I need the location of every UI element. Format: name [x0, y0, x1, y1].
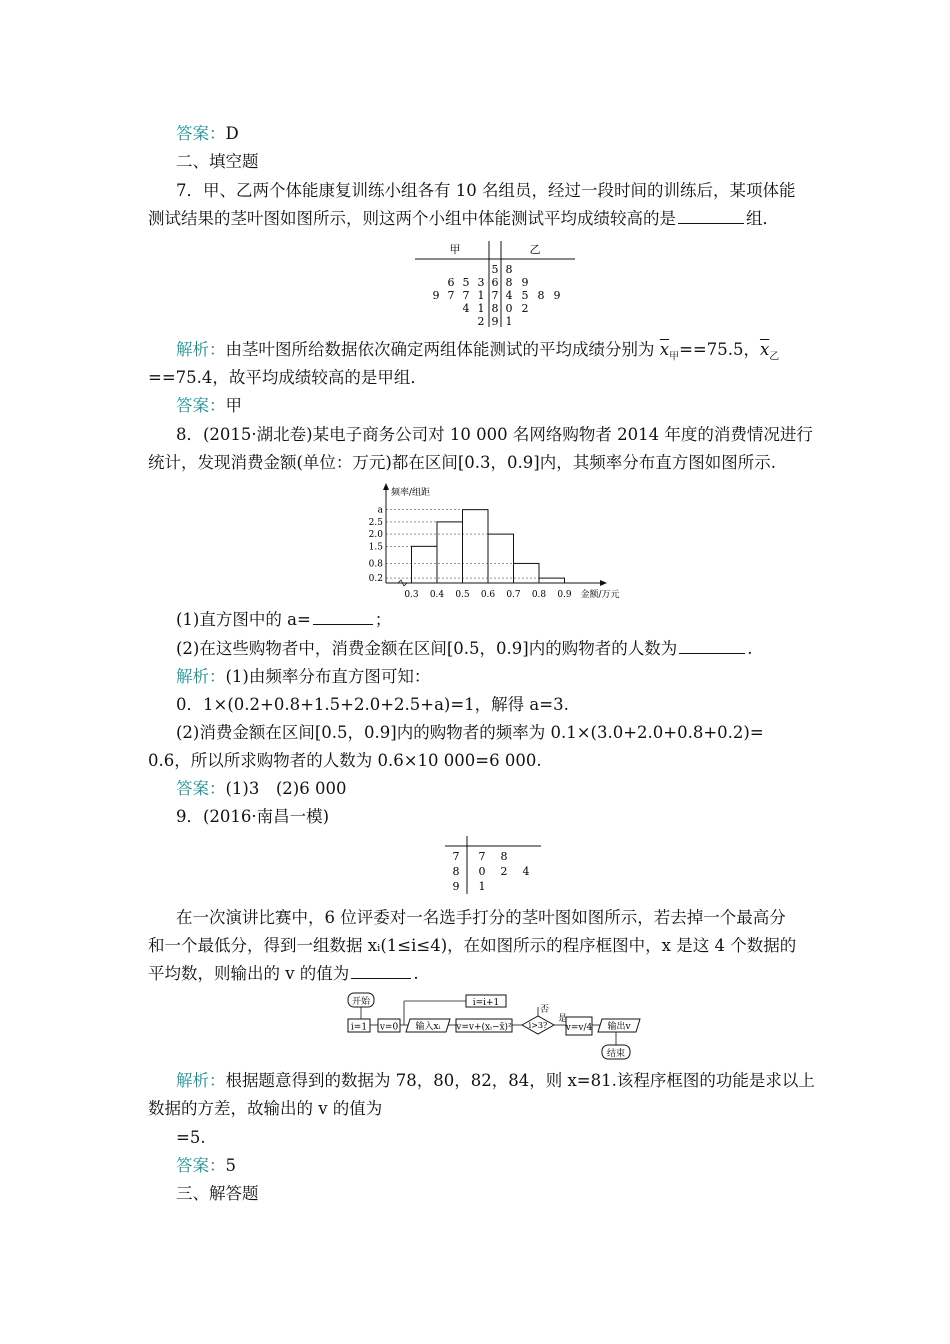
solution-label: 解析： — [176, 1071, 226, 1090]
leaf-left: 1 — [477, 289, 485, 302]
stem-value: 9 — [452, 880, 460, 893]
question-9-line-3 — [148, 963, 419, 985]
solution-text: 由茎叶图所给数据依次确定两组体能测试的平均成绩分别为 — [225, 340, 655, 359]
q9-text-end: . — [413, 964, 419, 983]
increment-i-text: i=i+1 — [472, 998, 500, 1008]
answer-label: 答案： — [176, 779, 226, 798]
stem-value: 5 — [491, 263, 499, 276]
leaf-right: 8 — [505, 276, 513, 289]
subscript-yi: 乙 — [769, 351, 780, 363]
histogram-bar — [412, 546, 438, 583]
y-tick-label: 0.2 — [368, 574, 383, 585]
stem-value: 9 — [491, 315, 499, 328]
question-7-line-1: 7．甲、乙两个体能康复训练小组各有 10 名组员，经过一段时间的训练后，某项体能 — [176, 181, 796, 200]
leaf-left: 3 — [477, 276, 485, 289]
q8-part1-text: (1)直方图中的 a= — [176, 610, 311, 629]
x-tick-label: 0.7 — [506, 590, 521, 600]
divide-v-text: v=v/4 — [565, 1023, 593, 1033]
answer-value: 5 — [225, 1156, 236, 1175]
answer-blank — [679, 639, 745, 654]
leaf-right: 9 — [521, 276, 529, 289]
x-tick-label: 0.4 — [429, 590, 445, 600]
x-axis-arrow — [600, 580, 607, 586]
start-terminal-text: 开始 — [351, 997, 371, 1007]
section-heading-fill-in: 二、填空题 — [176, 152, 259, 171]
input-text: 输入xᵢ — [415, 1022, 441, 1032]
question-9-line-2: 和一个最低分，得到一组数据 xᵢ(1≤i≤4)，在如图所示的程序框图中，x 是这 4 个数据的 — [148, 936, 797, 955]
answer-label: 答案： — [176, 1156, 226, 1175]
condition-text: i>3? — [528, 1021, 548, 1030]
solution-9-line-2: 数据的方差，故输出的 v 的值为 — [148, 1099, 383, 1118]
init-i-text: i=1 — [350, 1022, 368, 1033]
question-8-part-2 — [176, 638, 752, 660]
answer-6 — [176, 123, 239, 145]
leaf-right: 5 — [521, 289, 529, 302]
frequency-histogram — [360, 481, 620, 601]
solution-9-line-3: =5. — [176, 1128, 206, 1147]
answer-blank — [351, 964, 411, 979]
answer-value: D — [225, 124, 239, 143]
solution-8-line-3: (2)消费金额在区间[0.5，0.9]内的购物者的频率为 0.1×(3.0+2.0+0.8+0.2)= — [176, 723, 764, 742]
q9-text: 平均数，则输出的 v 的值为 — [148, 964, 350, 983]
stem-value: 7 — [452, 850, 460, 863]
init-v-text: v=0 — [379, 1022, 399, 1033]
answer-label: 答案： — [176, 396, 226, 415]
output-text: 输出v — [607, 1022, 631, 1032]
leaf-value: 2 — [500, 865, 508, 878]
q8-part2-end: . — [747, 639, 753, 658]
q7-text: 测试结果的茎叶图如图所示，则这两个小组中体能测试平均成绩较高的是 — [148, 209, 676, 228]
answer-value: 甲 — [225, 396, 242, 415]
solution-label: 解析： — [176, 340, 226, 359]
histogram-bar — [437, 522, 463, 583]
solution-8-line-2: 0．1×(0.2+0.8+1.5+2.0+2.5+a)=1，解得 a=3. — [176, 695, 569, 714]
leaf-right: 8 — [505, 263, 513, 276]
x-tick-label: 0.9 — [557, 590, 572, 600]
question-8-line-2: 统计，发现消费金额(单位：万元)都在区间[0.3，0.9]内，其频率分布直方图如图所示. — [148, 453, 776, 472]
leaf-value: 1 — [478, 880, 486, 893]
section-heading-solve: 三、解答题 — [176, 1184, 259, 1203]
yes-label: 是 — [558, 1014, 568, 1024]
answer-9 — [176, 1155, 236, 1177]
y-tick-label: 1.5 — [368, 542, 383, 553]
leaf-left: 1 — [477, 302, 485, 315]
leaf-value: 0 — [478, 865, 486, 878]
stem-value: 8 — [452, 865, 460, 878]
leaf-left: 2 — [477, 315, 485, 328]
answer-7 — [176, 395, 242, 417]
q8-part1-end: ； — [374, 610, 392, 629]
q7-text-end: 组． — [746, 209, 779, 228]
q8-part2-text: (2)在这些购物者中，消费金额在区间[0.5，0.9]内的购物者的人数为 — [176, 639, 678, 658]
update-v-text: v=v+(xᵢ−x̄)² — [456, 1022, 512, 1033]
leaf-value: 4 — [522, 865, 530, 878]
stem-leaf-plot-9 — [445, 836, 541, 894]
leaf-value: 8 — [500, 850, 508, 863]
question-7-line-2 — [148, 208, 779, 230]
mean-symbol: $\overline{x}$ — [659, 340, 670, 359]
y-tick-label: 2.0 — [368, 530, 383, 541]
answer-value: (1)3 (2)6 000 — [225, 779, 347, 798]
solution-8-line-4: 0.6，所以所求购物者的人数为 0.6×10 000=6 000. — [148, 751, 542, 770]
leaf-left: 9 — [432, 289, 440, 302]
solution-7-line-1 — [176, 339, 779, 368]
x-tick-label: 0.3 — [404, 590, 419, 600]
solution-text: (1)由频率分布直方图可知： — [225, 667, 431, 686]
stem-value: 6 — [491, 276, 499, 289]
left-header: 甲 — [449, 243, 461, 256]
histogram-bar — [488, 534, 514, 583]
question-9-line-1: 在一次演讲比赛中，6 位评委对一名选手打分的茎叶图如图所示，若去掉一个最高分 — [176, 908, 786, 927]
solution-7-line-2: ==75.4，故平均成绩较高的是甲组． — [148, 368, 427, 387]
x-tick-label: 0.5 — [455, 590, 470, 600]
question-8-line-1: 8．(2015·湖北卷)某电子商务公司对 10 000 名网络购物者 2014 年度的消费情况进行 — [176, 425, 813, 444]
y-tick-label: 0.8 — [368, 559, 383, 570]
leaf-left: 4 — [462, 302, 470, 315]
leaf-value: 7 — [478, 850, 486, 863]
y-tick-label: a — [377, 505, 383, 516]
histogram-bar — [463, 510, 489, 583]
question-8-part-1 — [176, 609, 391, 631]
leaf-left: 7 — [462, 289, 470, 302]
x-tick-label: 0.6 — [480, 590, 496, 600]
solution-8-line-1 — [176, 666, 430, 688]
solution-text: 根据题意得到的数据为 78，80，82，84，则 x=81.该程序框图的功能是求以上 — [225, 1071, 815, 1090]
leaf-right: 2 — [521, 302, 529, 315]
answer-blank — [678, 209, 744, 224]
y-axis-arrow — [383, 483, 389, 490]
y-tick-label: 2.5 — [368, 517, 383, 528]
solution-label: 解析： — [176, 667, 226, 686]
y-axis-label: 频率/组距 — [391, 488, 431, 498]
leaf-right: 4 — [505, 289, 513, 302]
no-label: 否 — [540, 1005, 550, 1015]
mean-symbol: $\overline{x}$ — [759, 340, 770, 359]
leaf-right: 0 — [505, 302, 513, 315]
question-9-title: 9．(2016·南昌一模) — [176, 807, 330, 826]
x-axis-label: 金额/万元 — [580, 590, 620, 600]
leaf-left: 5 — [462, 276, 470, 289]
leaf-right: 8 — [537, 289, 545, 302]
answer-8 — [176, 778, 346, 800]
histogram-bar — [514, 563, 540, 583]
answer-label: 答案： — [176, 124, 226, 143]
leaf-left: 7 — [447, 289, 455, 302]
leaf-right: 1 — [505, 315, 513, 328]
mean-value-jia: ==75.5， — [679, 340, 760, 359]
stem-leaf-plot-7 — [415, 237, 575, 329]
stem-value: 8 — [491, 302, 499, 315]
subscript-jia: 甲 — [669, 351, 680, 363]
x-tick-label: 0.8 — [531, 590, 547, 600]
program-flowchart — [344, 991, 644, 1063]
solution-9-line-1 — [176, 1070, 815, 1092]
stem-value: 7 — [491, 289, 499, 302]
end-terminal-text: 结束 — [606, 1049, 626, 1059]
answer-blank — [313, 610, 373, 625]
leaf-left: 6 — [447, 276, 455, 289]
histogram-bar — [539, 578, 565, 583]
right-header: 乙 — [529, 243, 541, 256]
leaf-right: 9 — [553, 289, 561, 302]
